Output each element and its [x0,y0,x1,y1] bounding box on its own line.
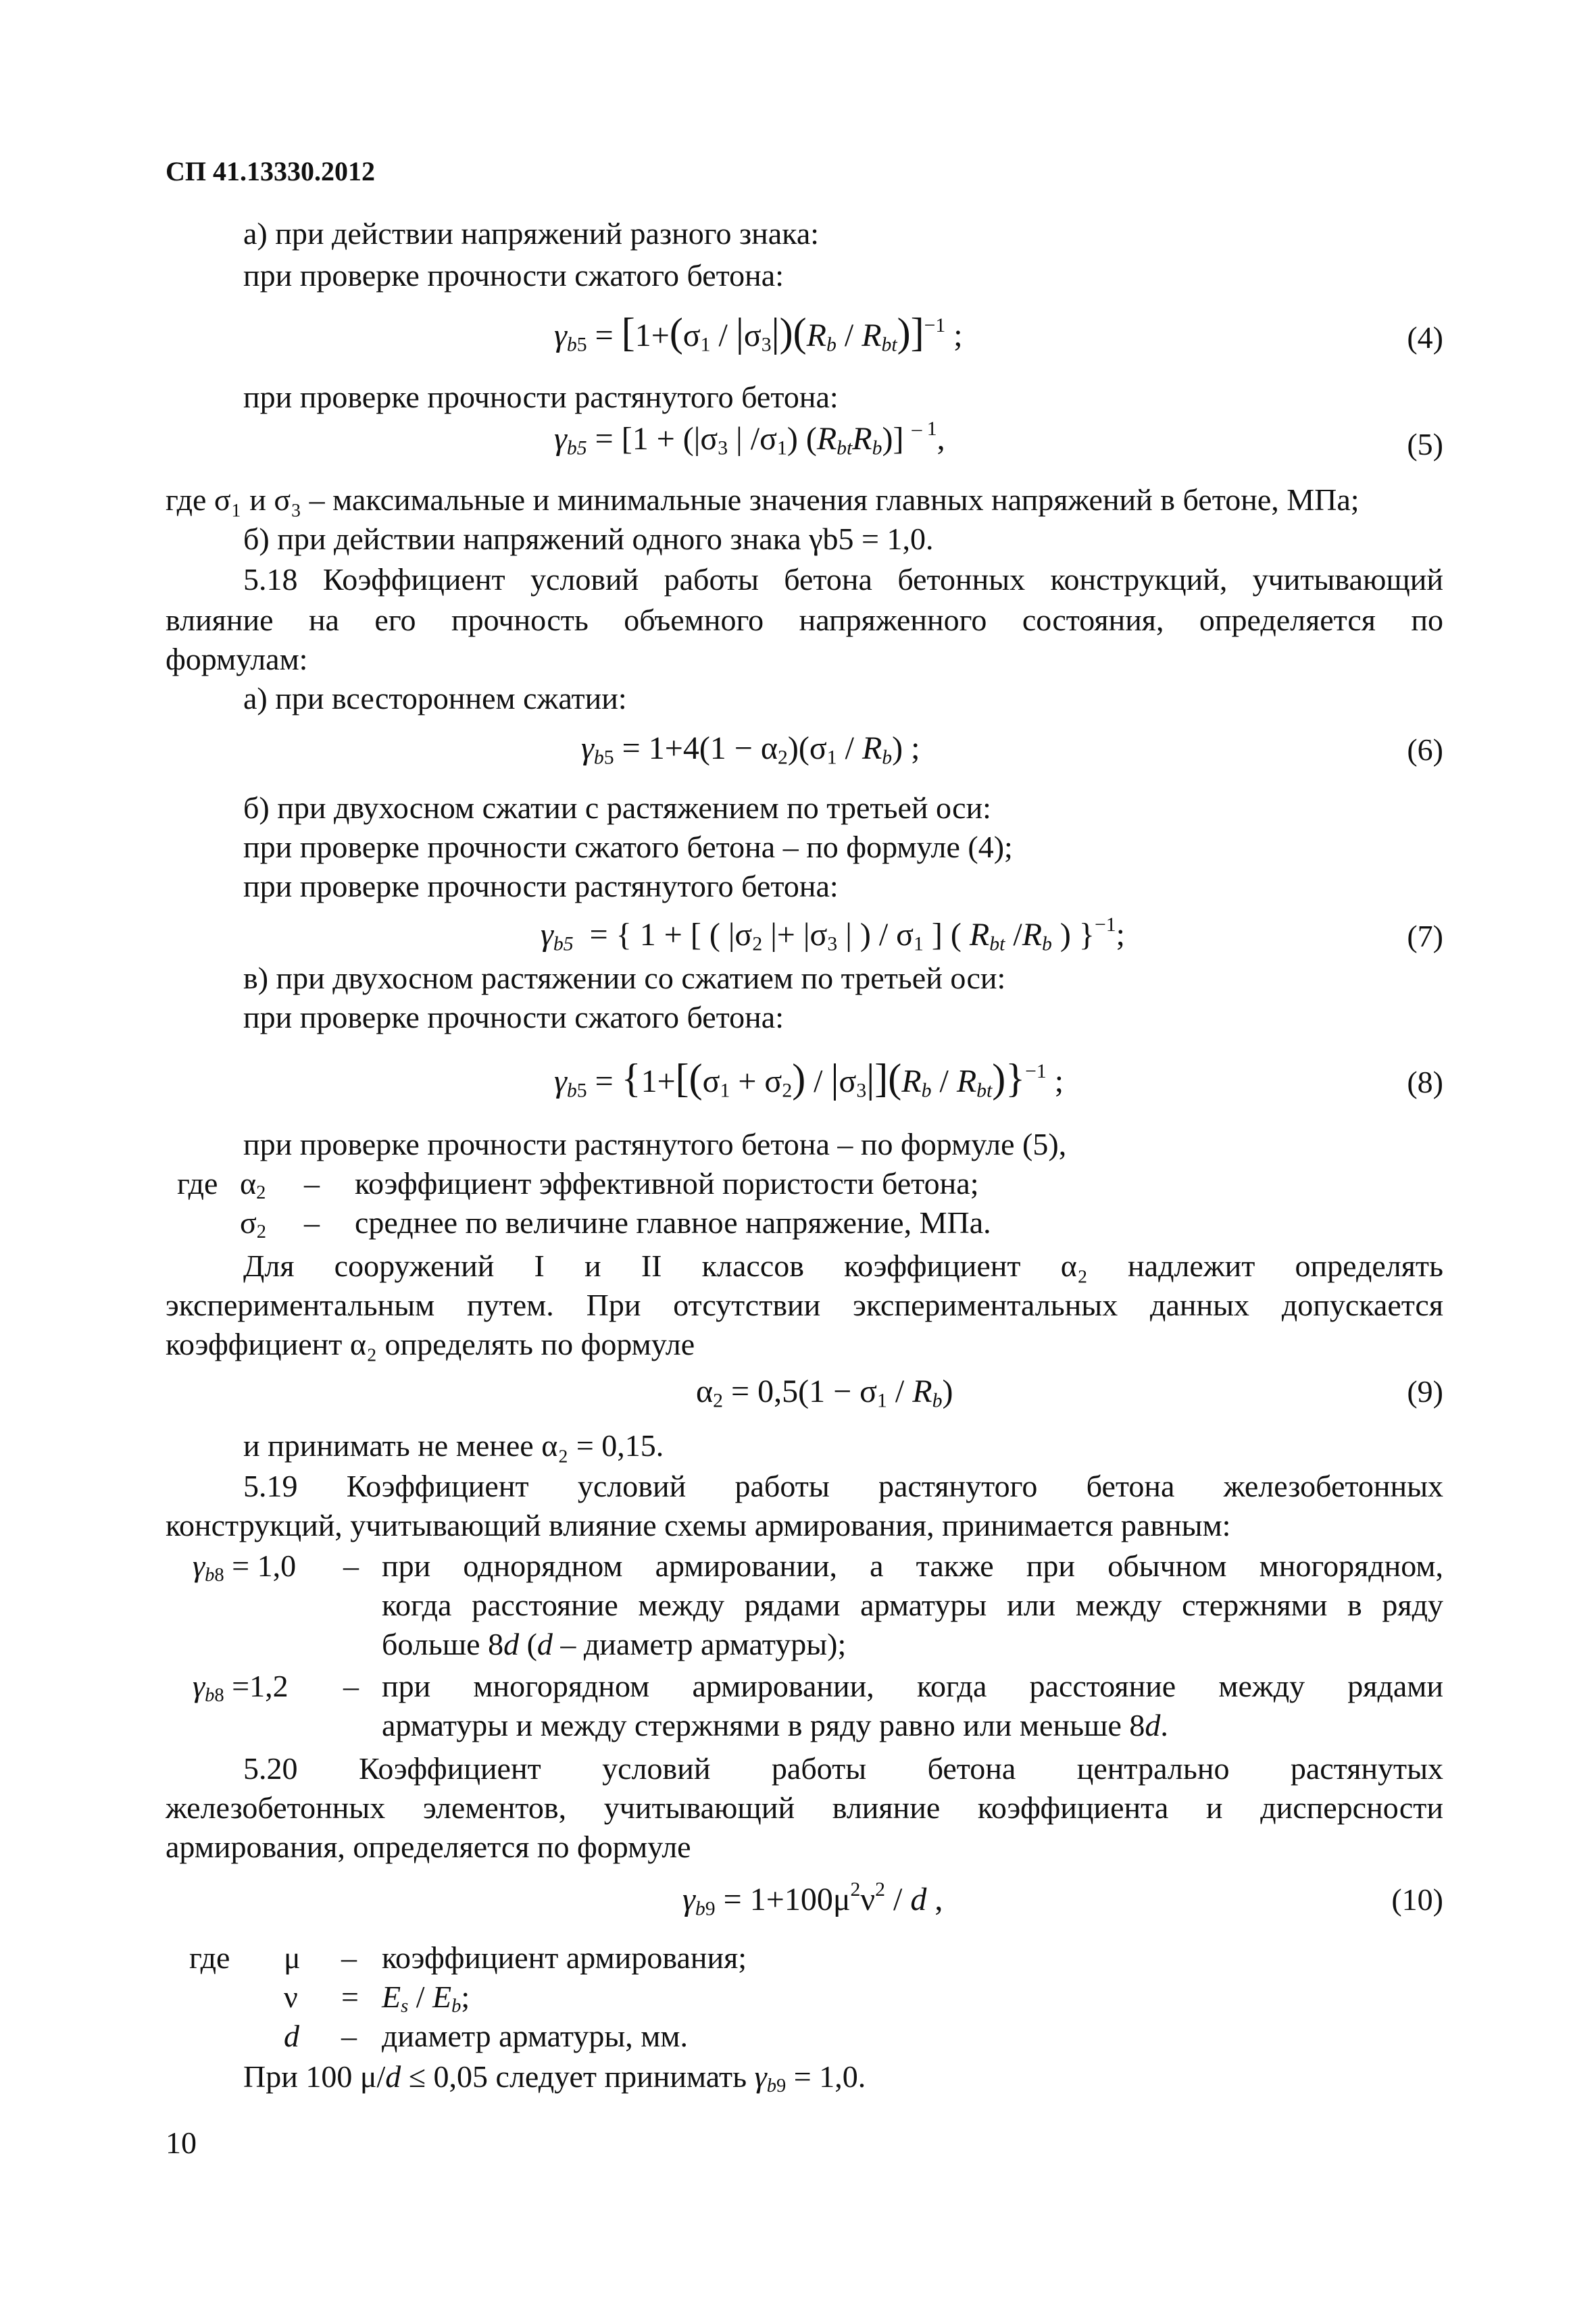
definition-text: при многорядном армировании, когда расстояние между рядами [382,1669,1443,1703]
paragraph: при проверке прочности растянутого бетона: [243,380,839,414]
formula-8: $\gamma_{b5} = \{1+[(\sigma_1 + \sigma_2) / |\sigma_3|](R_b / R_{bt})\}^{-1}$ ; [554,1056,1064,1102]
page-number: 10 [166,2126,197,2160]
paragraph: при проверке прочности растянутого бетона: [243,869,839,903]
formula-number: (7) [1407,919,1443,953]
document-header: СП 41.13330.2012 [166,156,375,186]
paragraph: экспериментальным путем. При отсутствии экспериментальных данных допускается [166,1288,1443,1322]
definition-dash: – [304,1166,320,1201]
definition-text: коэффициент армирования; [382,1940,747,1975]
formula-number: (10) [1391,1882,1443,1917]
paragraph: конструкций, учитывающий влияние схемы армирования, принимается равным: [166,1508,1231,1542]
symbol-gamma-b8: $\gamma_{b8} = 1,0$ [193,1549,297,1586]
paragraph: При 100 μ/d ≤ 0,05 следует принимать $\gamma_{b9} = 1,0$. [243,2059,866,2097]
formula-number: (4) [1407,320,1443,355]
definition-dash: – [341,1940,357,1975]
where-label: где [189,1940,230,1975]
definition-text: при однорядном армировании, а также при обычном многорядном, [382,1549,1443,1583]
paragraph: влияние на его прочность объемного напряженного состояния, определяется по [166,603,1443,637]
paragraph: коэффициент α₂ определять по формуле [166,1327,695,1361]
symbol-nu: ν [284,1980,298,2014]
formula-number: (8) [1407,1065,1443,1099]
paragraph: в) при двухосном растяжении со сжатием по третьей оси: [243,961,1006,995]
formula-9: $\alpha_2 = 0,5(1 - \sigma_1 / R_b)$ [696,1374,953,1412]
paragraph: где σ₁ и σ₃ – максимальные и минимальные значения главных напряжений в бетоне, МПа; [166,482,1360,517]
paragraph: при проверке прочности сжатого бетона: [243,258,784,293]
paragraph: б) при двухосном сжатии с растяжением по третьей оси: [243,790,991,825]
formula-number: (9) [1407,1374,1443,1409]
definition-text: среднее по величине главное напряжение, МПа. [355,1205,991,1240]
paragraph: а) при действии напряжений разного знака: [243,216,820,251]
symbol-alpha2: $\alpha_2$ [240,1166,266,1204]
paragraph: при проверке прочности сжатого бетона: [243,1000,784,1034]
formula-10: $\gamma_{b9} = 1+100\mu^2\nu^2 / d$ , [682,1878,943,1920]
formula-6: $\gamma_{b5} = 1+4(1 - \alpha_2)(\sigma_1 / R_b)$ ; [581,730,920,769]
symbol-d: d [284,2019,299,2053]
paragraph: 5.19 Коэффициент условий работы растянутого бетона железобетонных [243,1469,1443,1503]
paragraph: при проверке прочности растянутого бетона – по формуле (5), [243,1127,1067,1161]
definition-dash: – [343,1669,359,1703]
symbol-mu: μ [284,1940,301,1975]
definition-text: коэффициент эффективной пористости бетона; [355,1166,979,1201]
paragraph: и принимать не менее α₂ = 0,15. [243,1428,664,1463]
definition-equals: = [341,1980,359,2014]
symbol-sigma2: $\sigma_2$ [240,1205,267,1243]
definition-dash: – [304,1205,320,1240]
paragraph: Для сооружений I и II классов коэффициент α₂ надлежит определять [243,1249,1443,1283]
definition-text: диаметр арматуры, мм. [382,2019,688,2053]
definition-text: $E_s / E_b$; [382,1980,470,2017]
where-label: где [177,1166,218,1201]
formula-number: (5) [1407,427,1443,461]
paragraph: 5.18 Коэффициент условий работы бетона бетонных конструкций, учитывающий [243,562,1443,597]
formula-number: (6) [1407,732,1443,767]
paragraph: армирования, определяется по формуле [166,1830,691,1864]
paragraph: б) при действии напряжений одного знака γb5 = 1,0. [243,522,934,556]
paragraph: железобетонных элементов, учитывающий влияние коэффициента и дисперсности [166,1790,1443,1825]
definition-dash: – [341,2019,357,2053]
paragraph: а) при всестороннем сжатии: [243,681,627,715]
definition-text: больше 8d (d – диаметр арматуры); [382,1627,847,1661]
symbol-gamma-b8: $\gamma_{b8} =1,2$ [193,1669,289,1707]
definition-text: арматуры и между стержнями в ряду равно или меньше 8d. [382,1708,1168,1742]
paragraph: формулам: [166,642,308,676]
definition-text: когда расстояние между рядами арматуры или между стержнями в ряду [382,1588,1443,1622]
formula-5: $\gamma_{b5} = [1 + (|\sigma_3$ | $/\sigma_1$) $(R_{bt}R_b)$] $^{- 1}$, [554,418,945,459]
formula-7: $\gamma_{b5}$ = { 1 + [ ( $|\sigma_2$ |+ $|\sigma_3$ | ) / $\sigma_1$ ] ( $R_{bt}$ $/R_b$ ) }$^{-1}$; [541,913,1125,955]
formula-4: $\gamma_{b5} = [1+(\sigma_1 / |\sigma_3|)(R_b / R_{bt})]^{-1}$ ; [554,310,963,356]
definition-dash: – [343,1549,359,1583]
paragraph: при проверке прочности сжатого бетона – по формуле (4); [243,830,1013,864]
paragraph: 5.20 Коэффициент условий работы бетона центрально растянутых [243,1751,1443,1786]
